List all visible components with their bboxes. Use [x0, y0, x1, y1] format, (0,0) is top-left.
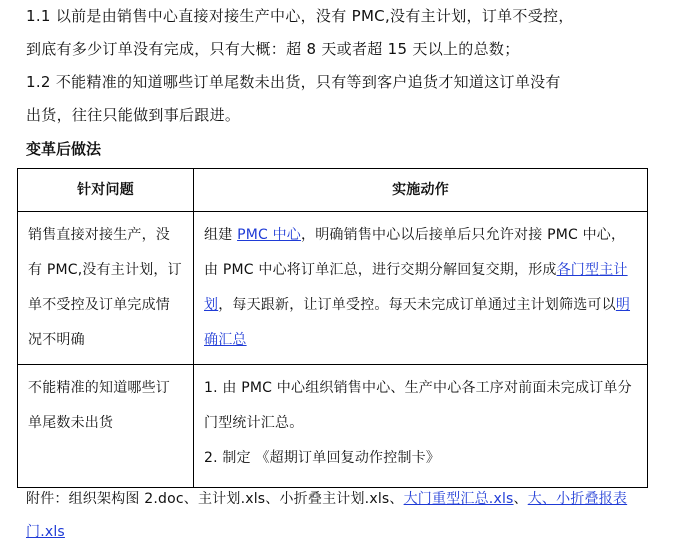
action-cell — [194, 365, 648, 488]
action-step: 1. 由 PMC 中心组织销售中心、生产中心各工序对前面未完成订单分门型统计汇总。 — [204, 380, 632, 431]
action-text: 组建 — [204, 227, 238, 243]
attachments-separator: 、 — [513, 491, 528, 507]
paragraph-line: 出货，往往只能做到事后跟进。 — [26, 106, 241, 124]
table-row — [18, 365, 648, 488]
section-heading: 变革后做法 — [26, 140, 102, 158]
action-text: ，每天跟新，让订单受控。每天未完成订单通过主计划筛选可以 — [218, 297, 616, 313]
paragraph-1-1 — [26, 0, 666, 66]
problem-cell: 不能精准的知道哪些订单尾数未出货 — [18, 365, 194, 488]
attachment-link-door-summary[interactable]: 大门重型汇总.xls — [403, 491, 514, 507]
action-step: 2. 制定 《超期订单回复动作控制卡》 — [204, 450, 441, 466]
table-row — [18, 212, 648, 365]
attachments-plain: 组织架构图 2.doc、主计划.xls、小折叠主计划.xls、 — [68, 491, 404, 507]
problem-cell: 销售直接对接生产，没有 PMC,没有主计划，订单不受控及订单完成情况不明确 — [18, 212, 194, 365]
attachment-link-folding-report[interactable]: 大、小折叠报表 门.xls — [26, 491, 628, 540]
paragraph-1-2 — [26, 66, 666, 132]
reform-table — [17, 168, 648, 488]
summary-link[interactable]: 明确汇总 — [204, 297, 631, 348]
master-plan-link[interactable]: 各门型主计划 — [204, 262, 628, 313]
paragraph-line: 1.2 不能精准的知道哪些订单尾数未出货，只有等到客户追货才知道这订单没有 — [26, 73, 561, 91]
paragraph-line: 到底有多少订单没有完成，只有大概：超 8 天或者超 15 天以上的总数； — [26, 40, 520, 58]
pmc-center-link[interactable]: PMC 中心 — [237, 227, 302, 243]
action-text: ，明确销售中心以后接单后只允许对接 PMC 中心，由 PMC 中心将订单汇总，进行交期分解回复交期，形成 — [204, 227, 626, 278]
column-header-action: 实施动作 — [194, 169, 648, 212]
column-header-problem: 针对问题 — [18, 169, 194, 212]
attachments-label: 附件： — [26, 491, 69, 507]
paragraph-line: 1.1 以前是由销售中心直接对接生产中心，没有 PMC,没有主计划，订单不受控， — [26, 7, 574, 25]
table-header-row — [18, 169, 648, 212]
attachments-line — [26, 483, 666, 549]
action-cell — [194, 212, 648, 365]
